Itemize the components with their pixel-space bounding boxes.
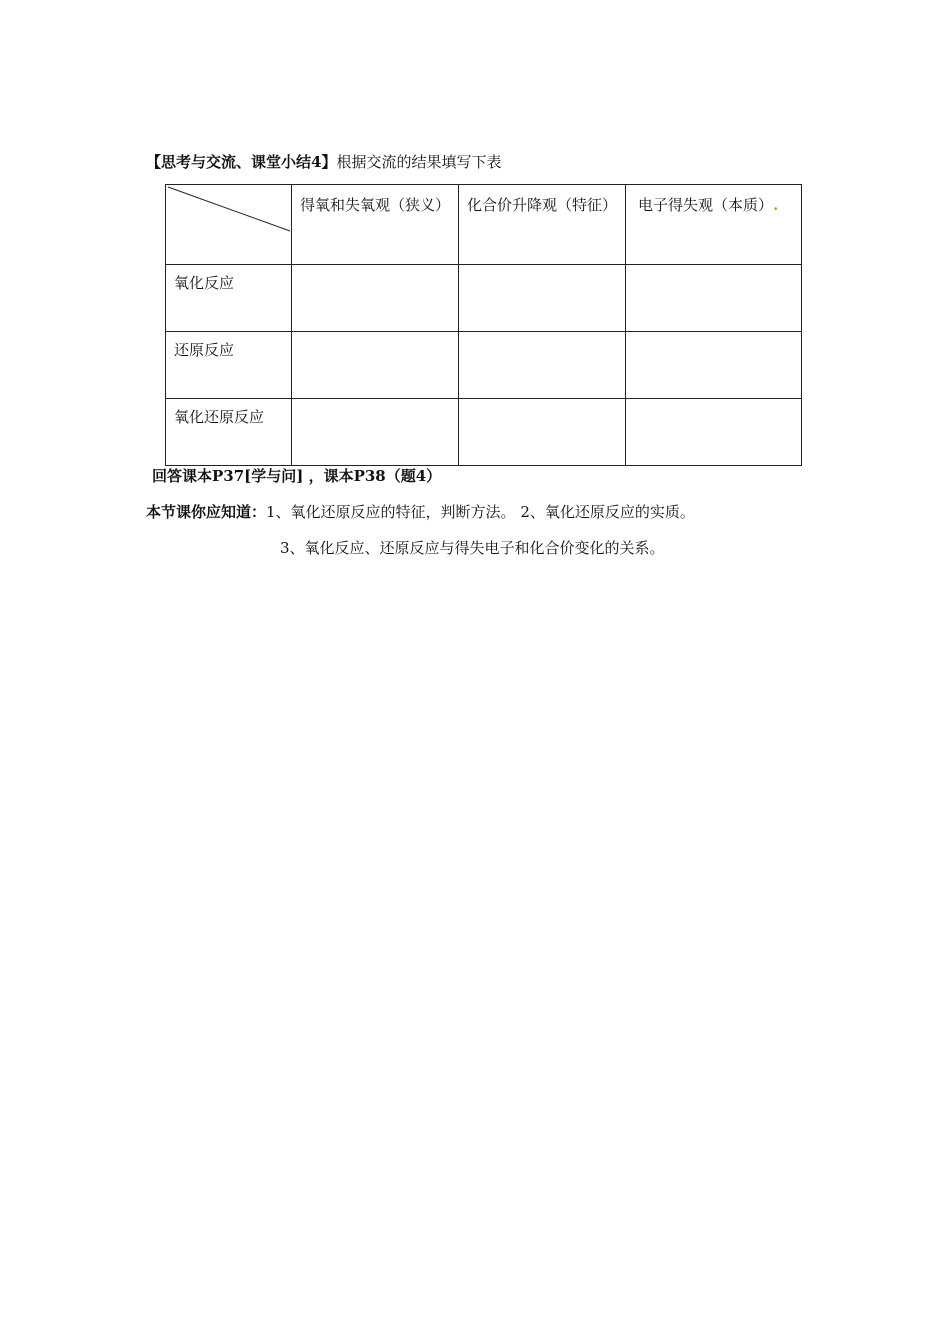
heading-instruction: 根据交流的结果填写下表 (336, 153, 502, 171)
corner-cell (166, 185, 292, 265)
table-row (166, 399, 802, 466)
table-cell (292, 332, 459, 399)
table-cell (459, 332, 626, 399)
header-label: 得氧和失氧观（狭义） (300, 196, 451, 214)
summary-item-2: 3、氧化反应、还原反应与得失电子和化合价变化的关系。 (280, 539, 665, 557)
answer-instruction: 回答课本P37[学与问] ，课本P38（题4） (152, 467, 442, 485)
table-cell (459, 399, 626, 466)
table-header-row (166, 185, 802, 265)
heading-title: 【思考与交流、课堂小结4】 (146, 153, 337, 171)
table-cell (292, 399, 459, 466)
row-label: 还原反应 (166, 332, 292, 399)
row-label: 氧化还原反应 (166, 399, 292, 466)
row-label: 氧化反应 (166, 265, 292, 332)
summary-table (165, 184, 802, 466)
header-label: 化合价升降观（特征） (467, 196, 618, 214)
summary-line-1 (146, 502, 695, 522)
table-cell (626, 265, 802, 332)
table-cell (292, 265, 459, 332)
table-cell (459, 265, 626, 332)
header-valence-view (459, 185, 626, 265)
header-mark: . (773, 196, 779, 214)
table-row (166, 332, 802, 399)
table-cell (626, 332, 802, 399)
header-label: 电子得失观（本质） (638, 196, 774, 214)
table-row (166, 265, 802, 332)
diagonal-line (166, 185, 292, 233)
summary-item-1: 1、氧化还原反应的特征，判断方法。 2、氧化还原反应的实质。 (266, 503, 695, 521)
table-cell (626, 399, 802, 466)
header-electron-view (626, 185, 802, 265)
section-heading (146, 152, 501, 172)
header-oxygen-view (292, 185, 459, 265)
summary-label: 本节课你应知道： (146, 503, 267, 521)
